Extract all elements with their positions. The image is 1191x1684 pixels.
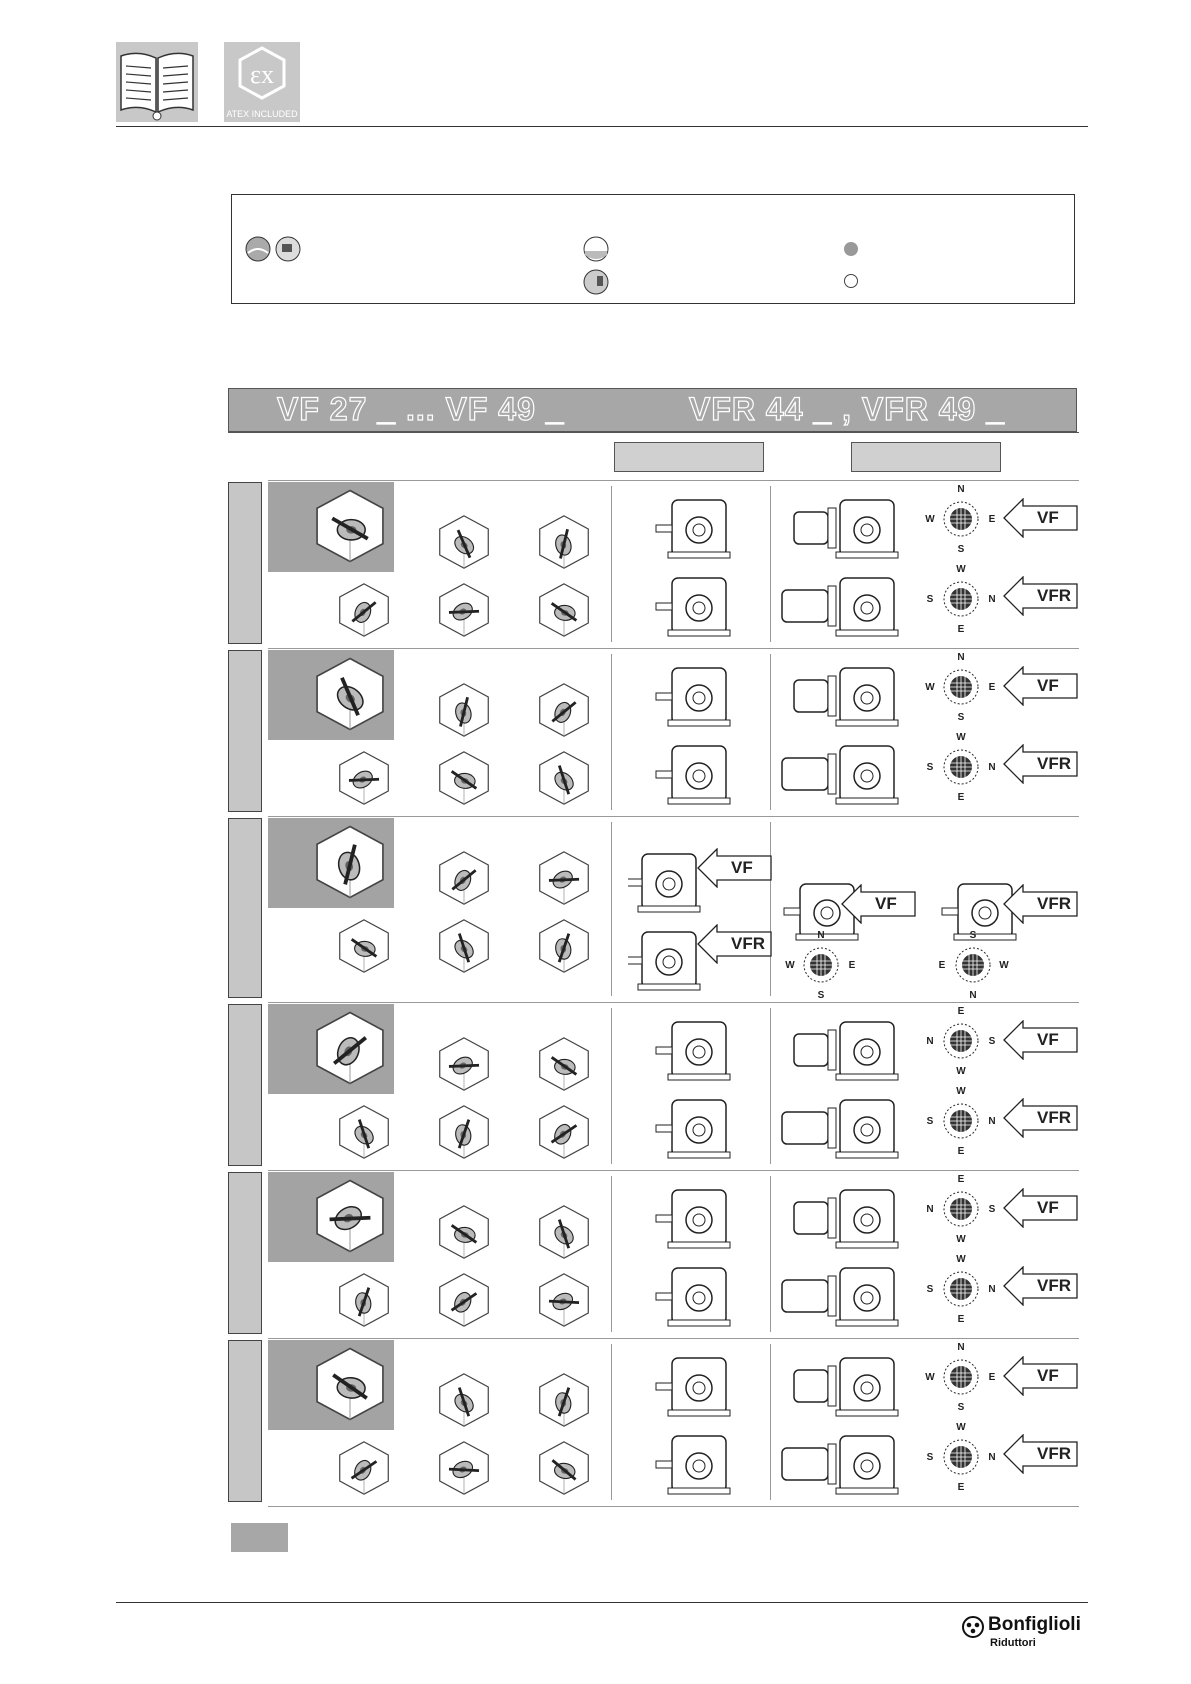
compass-vf-2-n: N xyxy=(957,652,965,663)
gear-vf-1 xyxy=(650,492,732,564)
col-line-b-6 xyxy=(770,1344,771,1500)
side-tab-4 xyxy=(228,1004,262,1166)
flag-vf-5-label: VF xyxy=(1037,1198,1059,1217)
compass-vf-1-e: E xyxy=(988,514,996,525)
flag-vfr-4-label: VFR xyxy=(1037,1108,1071,1127)
legend-box xyxy=(231,194,1075,304)
mount-icon-b-3 xyxy=(536,850,592,906)
grid-top-rule xyxy=(268,480,1079,481)
gear-vfr-2 xyxy=(650,738,732,810)
compass-vf-6-n: N xyxy=(957,1342,965,1353)
compass-vfr-3-n: N xyxy=(969,990,977,1001)
gear-motor-vf-2 xyxy=(790,660,902,732)
mount-icon-a-4 xyxy=(436,1036,492,1092)
lubrication-icon xyxy=(244,235,272,263)
oil-fill-icon xyxy=(582,268,610,296)
title-left: VF 27 _ ... VF 49 _ xyxy=(277,391,565,427)
compass-vfr-2-s: S xyxy=(926,762,934,773)
compass-vf-6-s: S xyxy=(957,1402,965,1413)
compass-vf-3-s: S xyxy=(817,990,825,1001)
compass-vf-3-e: E xyxy=(848,960,856,971)
flag-vfr-3b-label: VFR xyxy=(1037,894,1071,913)
mount-icon-c-2 xyxy=(336,750,392,806)
filled-circle-icon xyxy=(843,241,859,257)
flag-vf-2-label: VF xyxy=(1037,676,1059,695)
compass-vf-1-n: N xyxy=(957,484,965,495)
mount-icon-b-5 xyxy=(536,1204,592,1260)
gear-motor-vfr-2 xyxy=(778,738,902,810)
row-sep-1 xyxy=(268,648,1079,649)
row-sep-4 xyxy=(268,1170,1079,1171)
mount-icon-a-1 xyxy=(436,514,492,570)
legend-swatch xyxy=(231,1523,288,1552)
mount-icon-e-2 xyxy=(536,750,592,806)
manual-icon xyxy=(116,42,198,122)
side-tab-6 xyxy=(228,1340,262,1502)
flag-vfr-2-label: VFR xyxy=(1037,754,1071,773)
compass-vfr-4-s: S xyxy=(926,1116,934,1127)
gear-vf-2 xyxy=(650,660,732,732)
mount-icon-d-5 xyxy=(436,1272,492,1328)
col-line-b-4 xyxy=(770,1008,771,1164)
compass-vf-4-icon xyxy=(941,1021,981,1061)
row-sep-6 xyxy=(268,1506,1079,1507)
flag-vfr-5-label: VFR xyxy=(1037,1276,1071,1295)
compass-vfr-4-icon xyxy=(941,1101,981,1141)
compass-vfr-2-e: E xyxy=(957,792,965,803)
flag-vf-3a-label: VF xyxy=(731,858,753,877)
mount-icon-b-1 xyxy=(536,514,592,570)
compass-vf-5-n: N xyxy=(926,1204,934,1215)
ex-hexagon-icon xyxy=(224,42,300,106)
compass-vf-6-e: E xyxy=(988,1372,996,1383)
compass-vf-1-icon xyxy=(941,499,981,539)
mount-icon-e-1 xyxy=(536,582,592,638)
side-tab-1 xyxy=(228,482,262,644)
flag-vf-4-label: VF xyxy=(1037,1030,1059,1049)
gear-vf-6 xyxy=(650,1350,732,1422)
col-line-b-5 xyxy=(770,1176,771,1332)
compass-vfr-3-icon xyxy=(953,945,993,985)
compass-vf-2-icon xyxy=(941,667,981,707)
mount-icon-b-4 xyxy=(536,1036,592,1092)
col-line-a-5 xyxy=(611,1176,612,1332)
compass-vfr-3-w: W xyxy=(999,960,1009,971)
gear-vfr-1 xyxy=(650,570,732,642)
mount-icon-a-6 xyxy=(436,1372,492,1428)
compass-vfr-4-e: E xyxy=(957,1146,965,1157)
side-tab-2 xyxy=(228,650,262,812)
compass-vf-4-n: N xyxy=(926,1036,934,1047)
gear-vf-4 xyxy=(650,1014,732,1086)
flag-vfr-3a-label: VFR xyxy=(731,934,765,953)
compass-vfr-5-e: E xyxy=(957,1314,965,1325)
compass-vfr-1-e: E xyxy=(957,624,965,635)
header-rule xyxy=(116,126,1088,127)
gear-motor-vfr-5 xyxy=(778,1260,902,1332)
compass-vfr-1-n: N xyxy=(988,594,996,605)
gear-motor-vf-1 xyxy=(790,492,902,564)
mount-icon-d-4 xyxy=(436,1104,492,1160)
compass-vfr-4-n: N xyxy=(988,1116,996,1127)
compass-vfr-3-s: S xyxy=(969,930,977,941)
title-bar xyxy=(228,388,1077,432)
flag-vfr-1-label: VFR xyxy=(1037,586,1071,605)
bonfiglioli-logo-icon xyxy=(962,1616,984,1638)
compass-vf-4-e: E xyxy=(957,1006,965,1017)
compass-vf-6-w: W xyxy=(925,1372,935,1383)
mount-icon-d-1 xyxy=(436,582,492,638)
mount-icon-main-4 xyxy=(312,1010,388,1086)
compass-vf-5-w: W xyxy=(956,1234,966,1245)
mount-icon-main-2 xyxy=(312,656,388,732)
compass-vfr-2-w: W xyxy=(956,732,966,743)
atex-badge xyxy=(224,42,300,122)
gear-motor-vfr-1 xyxy=(778,570,902,642)
col-line-a-6 xyxy=(611,1344,612,1500)
title-underline xyxy=(228,432,1079,433)
compass-vf-2-s: S xyxy=(957,712,965,723)
gear-motor-vf-4 xyxy=(790,1014,902,1086)
atex-label: ATEX INCLUDED xyxy=(226,109,298,119)
mount-icon-d-6 xyxy=(436,1440,492,1496)
compass-vfr-2-icon xyxy=(941,747,981,787)
compass-vf-1-s: S xyxy=(957,544,965,555)
compass-vfr-1-icon xyxy=(941,579,981,619)
compass-vfr-5-w: W xyxy=(956,1254,966,1265)
side-tab-5 xyxy=(228,1172,262,1334)
compass-vf-3-w: W xyxy=(785,960,795,971)
mount-icon-b-2 xyxy=(536,682,592,738)
compass-vfr-5-icon xyxy=(941,1269,981,1309)
row-sep-2 xyxy=(268,816,1079,817)
side-tab-3 xyxy=(228,818,262,998)
compass-vf-5-icon xyxy=(941,1189,981,1229)
mount-icon-main-3 xyxy=(312,824,388,900)
gear-vf-3 xyxy=(628,846,702,918)
subheader-vf xyxy=(614,442,764,472)
compass-vfr-1-w: W xyxy=(956,564,966,575)
flag-vf-3b-label: VF xyxy=(875,894,897,913)
footer-rule xyxy=(116,1602,1088,1603)
mount-icon-e-5 xyxy=(536,1272,592,1328)
col-line-a-1 xyxy=(611,486,612,642)
mount-icon-e-6 xyxy=(536,1440,592,1496)
mount-icon-b-6 xyxy=(536,1372,592,1428)
flag-vfr-6-label: VFR xyxy=(1037,1444,1071,1463)
mount-icon-c-6 xyxy=(336,1440,392,1496)
compass-vfr-2-n: N xyxy=(988,762,996,773)
mount-icon-c-4 xyxy=(336,1104,392,1160)
flag-vf-1-label: VF xyxy=(1037,508,1059,527)
footer-brand: Bonfiglioli xyxy=(988,1614,1081,1635)
flag-vf-6-label: VF xyxy=(1037,1366,1059,1385)
col-line-a-4 xyxy=(611,1008,612,1164)
gear-vf-5 xyxy=(650,1182,732,1254)
compass-vf-3-n: N xyxy=(817,930,825,941)
mount-icon-d-3 xyxy=(436,918,492,974)
compass-vfr-6-icon xyxy=(941,1437,981,1477)
compass-vfr-3-e: E xyxy=(938,960,946,971)
compass-vf-6-icon xyxy=(941,1357,981,1397)
compass-vf-1-w: W xyxy=(925,514,935,525)
mount-icon-c-3 xyxy=(336,918,392,974)
compass-vfr-6-w: W xyxy=(956,1422,966,1433)
col-line-b-1 xyxy=(770,486,771,642)
oil-level-icon xyxy=(582,235,610,263)
empty-circle-icon xyxy=(843,273,859,289)
row-sep-5 xyxy=(268,1338,1079,1339)
col-line-b-2 xyxy=(770,654,771,810)
compass-vf-2-w: W xyxy=(925,682,935,693)
svg-text:εx: εx xyxy=(250,60,274,89)
compass-vf-5-s: S xyxy=(988,1204,996,1215)
gear-motor-vf-5 xyxy=(790,1182,902,1254)
oil-can-icon xyxy=(274,235,302,263)
mount-icon-main-6 xyxy=(312,1346,388,1422)
compass-vfr-5-s: S xyxy=(926,1284,934,1295)
compass-vf-4-w: W xyxy=(956,1066,966,1077)
col-line-a-2 xyxy=(611,654,612,810)
mount-icon-e-4 xyxy=(536,1104,592,1160)
compass-vf-3-icon xyxy=(801,945,841,985)
compass-vfr-1-s: S xyxy=(926,594,934,605)
compass-vf-4-s: S xyxy=(988,1036,996,1047)
mount-icon-c-1 xyxy=(336,582,392,638)
mount-icon-a-5 xyxy=(436,1204,492,1260)
compass-vfr-6-n: N xyxy=(988,1452,996,1463)
mount-icon-a-2 xyxy=(436,682,492,738)
mount-icon-e-3 xyxy=(536,918,592,974)
compass-vfr-6-e: E xyxy=(957,1482,965,1493)
col-line-a-3 xyxy=(611,822,612,996)
mount-icon-a-3 xyxy=(436,850,492,906)
row-sep-3 xyxy=(268,1002,1079,1003)
mount-icon-main-5 xyxy=(312,1178,388,1254)
subheader-vfr xyxy=(851,442,1001,472)
gear-motor-vfr-6 xyxy=(778,1428,902,1500)
compass-vfr-5-n: N xyxy=(988,1284,996,1295)
gear-vfr-4 xyxy=(650,1092,732,1164)
gear-vfr-3 xyxy=(628,924,702,996)
footer-sub: Riduttori xyxy=(990,1637,1036,1649)
mount-icon-d-2 xyxy=(436,750,492,806)
gear-vfr-5 xyxy=(650,1260,732,1332)
gear-vfr-6 xyxy=(650,1428,732,1500)
compass-vfr-4-w: W xyxy=(956,1086,966,1097)
gear-motor-vf-6 xyxy=(790,1350,902,1422)
compass-vf-5-e: E xyxy=(957,1174,965,1185)
compass-vf-2-e: E xyxy=(988,682,996,693)
mount-icon-c-5 xyxy=(336,1272,392,1328)
title-right: VFR 44 _ , VFR 49 _ xyxy=(689,391,1006,427)
compass-vfr-6-s: S xyxy=(926,1452,934,1463)
mount-icon-main-1 xyxy=(312,488,388,564)
gear-motor-vfr-4 xyxy=(778,1092,902,1164)
